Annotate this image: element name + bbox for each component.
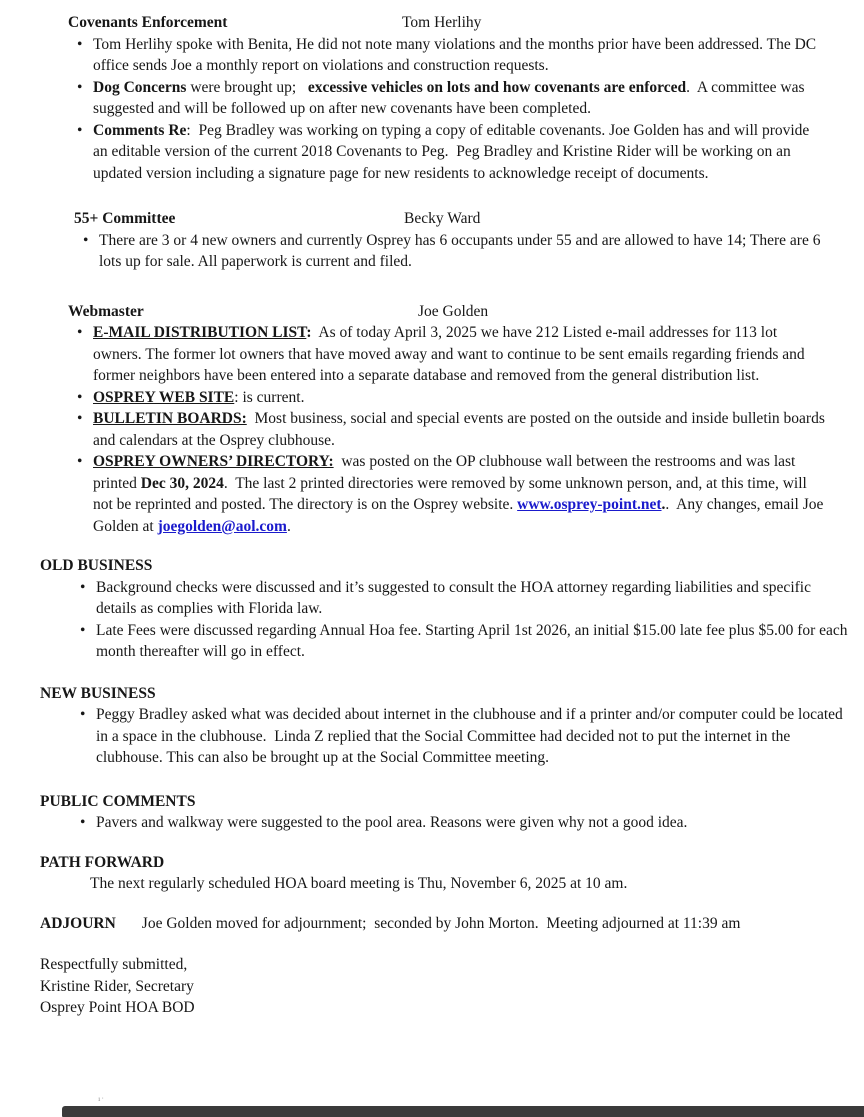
section-title: PUBLIC COMMENTS	[40, 792, 196, 810]
bullet-item-bulletin-boards	[93, 408, 829, 451]
bullet-emphasis-bold: excessive vehicles on lots and how covenants are enforced	[307, 78, 687, 96]
bullet-item	[96, 812, 850, 834]
section-old-business	[40, 555, 850, 663]
section-55-plus-committee	[74, 208, 826, 273]
signature-line-org: Osprey Point HOA BOD	[40, 999, 195, 1016]
section-title: 55+ Committee	[74, 210, 176, 227]
section-header	[68, 12, 826, 34]
signature-line-name: Kristine Rider, Secretary	[40, 977, 194, 995]
bullet-colon: :	[306, 324, 312, 341]
bullet-text: Peggy Bradley asked what was decided about internet in the clubhouse and if a printer and/or computer could be located in a space in the clubhouse. Linda Z replied that the Social Committee had decided not to put the internet in the clubhouse. This can also be brought up at the Social Committee meeting.	[96, 706, 847, 766]
bullet-item-email-list	[93, 322, 826, 387]
bullet-text: Most business, social and special events are posted on the outside and inside bulletin boards and calendars at the Osprey clubhouse.	[93, 410, 829, 449]
bullet-lead-underlined: BULLETIN BOARDS:	[93, 410, 247, 427]
bullet-item	[99, 230, 826, 273]
bullet-text: .	[661, 496, 666, 513]
section-chair-name: Becky Ward	[404, 210, 481, 227]
bullet-text: : Peg Bradley was working on typing a copy of editable covenants. Joe Golden has and will provide an editable version of the current 2018 Covenants to Peg. Peg Bradley and Kristine Rider will be working on an updated version including a signature page for new residents to acknowledge receipt of documents.	[93, 121, 814, 182]
scan-smudge: ¹˙	[98, 1096, 106, 1105]
bullet-text: There are 3 or 4 new owners and currently Osprey has 6 occupants under 55 and are allowed to have 14; There are 6 lots up for sale. All paperwork is current and filed.	[99, 231, 825, 270]
section-public-comments	[40, 791, 850, 834]
bullet-list	[66, 577, 850, 663]
bullet-text: Tom Herlihy spoke with Benita, He did not note many violations and the months prior have been addressed. The DC office sends Joe a monthly report on violations and construction requests.	[93, 35, 820, 74]
signature-block	[40, 954, 850, 1019]
bullet-item	[93, 120, 826, 185]
section-new-business	[40, 683, 850, 769]
bullet-text: . The last 2 printed directories were removed by some unknown person, and, at this time, will not be reprinted and posted. The directory is on the Osprey website.	[93, 474, 811, 513]
bullet-text: : is current.	[234, 388, 305, 406]
bullet-text: were brought up;	[186, 78, 308, 96]
section-title: OLD BUSINESS	[40, 557, 153, 574]
section-webmaster	[68, 301, 829, 538]
section-chair-name: Tom Herlihy	[402, 14, 482, 31]
scan-edge-artifact-bar	[62, 1106, 864, 1117]
signature-line-closing: Respectfully submitted,	[40, 956, 188, 973]
bullet-item-web-site	[93, 387, 826, 409]
bullet-text: Pavers and walkway were suggested to the pool area. Reasons were given why not a good idea.	[96, 814, 688, 831]
section-title: NEW BUSINESS	[40, 684, 156, 702]
section-chair-name: Joe Golden	[418, 302, 489, 320]
bullet-list	[74, 230, 826, 273]
bullet-text: .	[286, 517, 291, 535]
section-title: Covenants Enforcement	[68, 14, 228, 31]
bullet-item	[96, 704, 850, 769]
bullet-item	[96, 620, 850, 663]
bullet-item	[96, 577, 850, 620]
osprey-point-website-link[interactable]: www.osprey-point.net	[517, 496, 662, 513]
bullet-list	[66, 812, 850, 834]
bullet-list	[68, 322, 829, 537]
bullet-list	[68, 34, 826, 185]
bullet-list	[66, 704, 850, 769]
bullet-lead-underlined: OSPREY WEB SITE	[93, 388, 235, 406]
bullet-text: Late Fees were discussed regarding Annual Hoa fee. Starting April 1st 2026, an initial $15.00 late fee plus $5.00 for each month thereafter will go in effect.	[96, 621, 852, 660]
bullet-item	[93, 77, 826, 120]
bullet-lead-underlined: OSPREY OWNERS’ DIRECTORY:	[93, 453, 334, 470]
bullet-text: Background checks were discussed and it’s suggested to consult the HOA attorney regarding liabilities and specific details as complies with Florida law.	[96, 578, 815, 617]
bullet-lead-bold: Dog Concerns	[93, 78, 187, 96]
section-title: Webmaster	[68, 302, 144, 320]
section-adjourn	[40, 913, 850, 935]
adjourn-text: Joe Golden moved for adjournment; seconded by John Morton. Meeting adjourned at 11:39 am	[141, 914, 741, 932]
bullet-text: As of today April 3, 2025 we have 212 Listed e-mail addresses for 113 lot owners. The former lot owners that have moved away and want to continue to be sent emails regarding friends and former neighbors have been entered into a separate database and removed from the general distribution list.	[93, 324, 809, 384]
bullet-lead-bold: Comments Re	[93, 121, 187, 139]
bullet-lead-underlined: E-MAIL DISTRIBUTION LIST	[93, 324, 307, 341]
section-covenants-enforcement	[68, 12, 826, 184]
section-title: ADJOURN	[40, 914, 116, 932]
section-header	[74, 208, 826, 230]
section-header	[68, 301, 826, 323]
path-forward-text: The next regularly scheduled HOA board meeting is Thu, November 6, 2025 at 10 am.	[90, 875, 628, 892]
bullet-text: . Any changes, email Joe Golden at	[93, 496, 828, 535]
bullet-item	[93, 34, 826, 77]
bullet-text: was posted on the OP clubhouse wall between the restrooms and was last printed	[93, 453, 800, 492]
section-path-forward	[40, 852, 850, 895]
joe-golden-email-link[interactable]: joegolden@aol.com	[157, 517, 287, 535]
bullet-item-owners-directory	[93, 451, 826, 537]
bullet-text: . A committee was suggested and will be followed up on after new covenants have been completed.	[93, 78, 809, 117]
printed-date: Dec 30, 2024	[140, 474, 224, 492]
section-title: PATH FORWARD	[40, 853, 165, 871]
